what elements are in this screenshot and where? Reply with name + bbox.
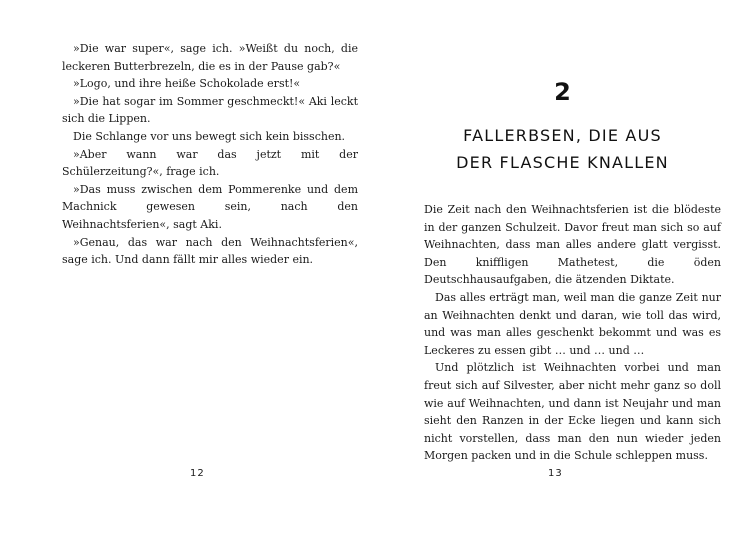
paragraph: »Genau, das war nach den Weihnachtsferien«, sage ich. Und dann fällt mir alles wieder ein. — [62, 235, 358, 267]
page-number-right: 13 — [548, 468, 563, 479]
paragraph: Die Schlange vor uns bewegt sich kein bisschen. — [73, 129, 346, 143]
paragraph: Das alles erträgt man, weil man die ganze Zeit nur an Weihnachten denkt und daran, wie toll das wird, und was man alles geschenkt bekommt und was es Leckeres zu essen gibt … und … und … — [424, 290, 721, 357]
left-page-text — [62, 40, 358, 269]
right-page-text — [424, 201, 721, 465]
paragraph: »Logo, und ihre heiße Schokolade erst!« — [73, 77, 301, 91]
paragraph: Die Zeit nach den Weihnachtsferien ist die blödeste in der ganzen Schulzeit. Davor freut man sich so auf Weihnachten, dass man alles andere glatt vergisst. Den kniffligen Mathetest, die öden Deutschhausaufgaben, die ätzenden Diktate. — [424, 203, 721, 287]
chapter-title-line: DER FLASCHE KNALLEN — [456, 153, 669, 172]
chapter-title — [375, 122, 750, 176]
chapter-title-line: FALLERBSEN, DIE AUS — [463, 126, 662, 145]
chapter-number: 2 — [554, 78, 571, 106]
paragraph: »Die war super«, sage ich. »Weißt du noch, die leckeren Butterbrezeln, die es in der Pause gab?« — [62, 42, 358, 73]
page-number-left: 12 — [190, 468, 205, 479]
paragraph: Und plötzlich ist Weihnachten vorbei und man freut sich auf Silvester, aber nicht mehr ganz so doll wie auf Weihnachten, und dann ist Neujahr und man sieht den Ranzen in der Ecke liegen und kann sich nicht vorstellen, dass man den nun wieder jeden Morgen packen und in die Schule schleppen muss. — [424, 361, 721, 463]
paragraph: »Aber wann war das jetzt mit der Schülerzeitung?«, frage ich. — [62, 147, 358, 179]
paragraph: »Das muss zwischen dem Pommerenke und dem Machnick gewesen sein, nach den Weihnachtsferien«, sagt Aki. — [62, 182, 358, 231]
right-page — [375, 0, 750, 543]
paragraph: »Die hat sogar im Sommer geschmeckt!« Aki leckt sich die Lippen. — [62, 94, 358, 126]
